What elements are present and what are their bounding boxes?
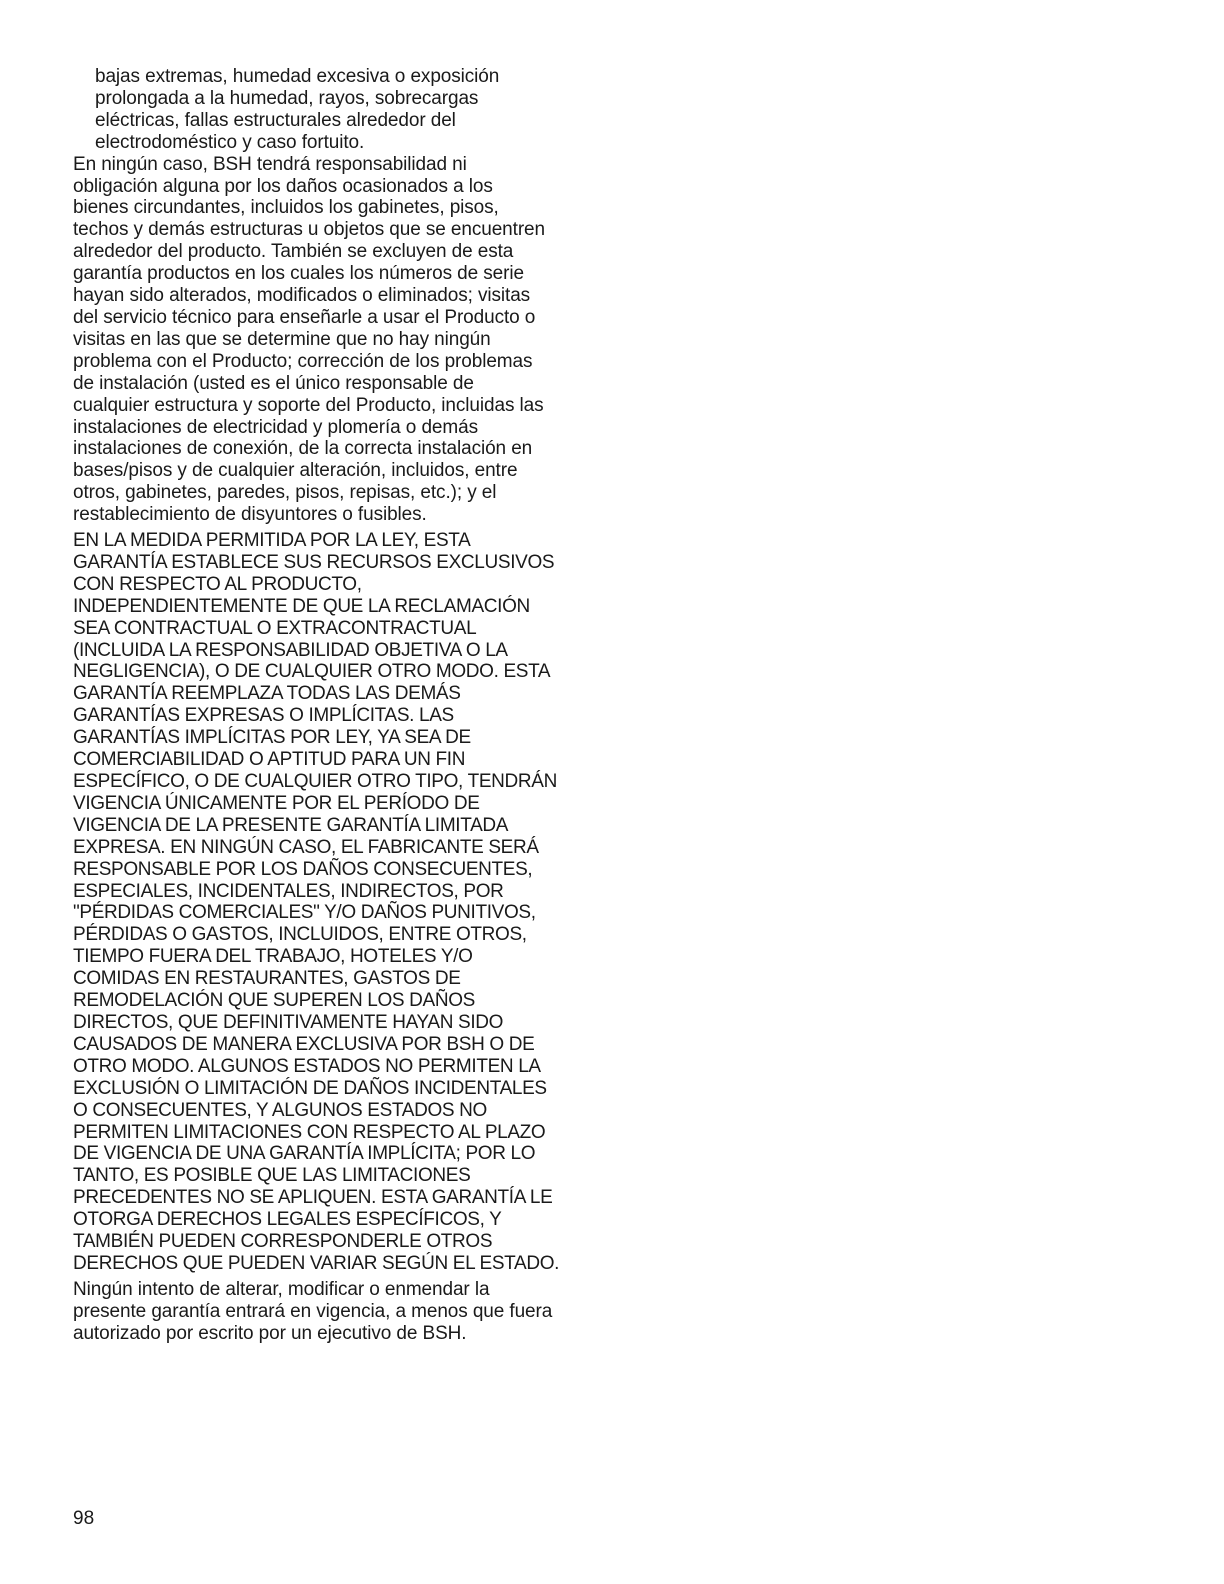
text-line: problema con el Producto; corrección de los problemas	[73, 350, 533, 372]
text-line: restablecimiento de disyuntores o fusibles.	[73, 504, 427, 526]
text-line: CON RESPECTO AL PRODUCTO,	[73, 573, 362, 595]
text-line: SEA CONTRACTUAL O EXTRACONTRACTUAL	[73, 617, 477, 639]
text-line: visitas en las que se determine que no hay ningún	[73, 328, 491, 350]
text-line: ESPECÍFICO, O DE CUALQUIER OTRO TIPO, TENDRÁN	[73, 771, 557, 792]
text-line: VIGENCIA DE LA PRESENTE GARANTÍA LIMITADA	[73, 814, 509, 836]
paragraph-amendments	[73, 1279, 603, 1345]
text-line: bases/pisos y de cualquier alteración, incluidos, entre	[73, 460, 518, 482]
text-line: OTRO MODO. ALGUNOS ESTADOS NO PERMITEN LA	[73, 1055, 541, 1077]
text-line: PÉRDIDAS O GASTOS, INCLUIDOS, ENTRE OTROS,	[73, 924, 527, 946]
text-line: CAUSADOS DE MANERA EXCLUSIVA POR BSH O DE	[73, 1033, 535, 1055]
text-line: O CONSECUENTES, Y ALGUNOS ESTADOS NO	[73, 1099, 487, 1121]
text-line: RESPONSABLE POR LOS DAÑOS CONSECUENTES,	[73, 858, 533, 880]
text-line: Ningún intento de alterar, modificar o enmendar la	[73, 1278, 490, 1300]
text-line: GARANTÍA ESTABLECE SUS RECURSOS EXCLUSIVOS	[73, 551, 555, 573]
text-line: alrededor del producto. También se excluyen de esta	[73, 241, 514, 263]
text-line: otros, gabinetes, paredes, pisos, repisas, etc.); y el	[73, 482, 497, 504]
text-line: del servicio técnico para enseñarle a usar el Producto o	[73, 306, 536, 328]
text-line: EXPRESA. EN NINGÚN CASO, EL FABRICANTE SERÁ	[73, 836, 539, 858]
text-line: COMIDAS EN RESTAURANTES, GASTOS DE	[73, 968, 461, 990]
text-line: instalaciones de conexión, de la correcta instalación en	[73, 438, 533, 460]
text-line: DERECHOS QUE PUEDEN VARIAR SEGÚN EL ESTADO.	[73, 1252, 560, 1274]
text-line: PRECEDENTES NO SE APLIQUEN. ESTA GARANTÍA LE	[73, 1187, 553, 1209]
text-line: (INCLUIDA LA RESPONSABILIDAD OBJETIVA O LA	[73, 639, 508, 661]
text-line: TAMBIÉN PUEDEN CORRESPONDERLE OTROS	[73, 1231, 493, 1253]
text-line: TIEMPO FUERA DEL TRABAJO, HOTELES Y/O	[73, 946, 473, 968]
text-line: En ningún caso, BSH tendrá responsabilidad ni	[73, 153, 467, 175]
text-line: TANTO, ES POSIBLE QUE LAS LIMITACIONES	[73, 1165, 471, 1187]
text-line: EXCLUSIÓN O LIMITACIÓN DE DAÑOS INCIDENTALES	[73, 1077, 547, 1099]
text-line: hayan sido alterados, modificados o eliminados; visitas	[73, 285, 531, 307]
text-line: prolongada a la humedad, rayos, sobrecargas	[95, 87, 479, 109]
page-number: 98	[73, 1508, 95, 1529]
text-line: bajas extremas, humedad excesiva o exposición	[95, 66, 500, 87]
text-line: de instalación (usted es el único responsable de	[73, 372, 474, 394]
text-line: garantía productos en los cuales los números de serie	[73, 263, 524, 285]
text-line: OTORGA DERECHOS LEGALES ESPECÍFICOS, Y	[73, 1209, 502, 1231]
text-line: REMODELACIÓN QUE SUPEREN LOS DAÑOS	[73, 990, 475, 1012]
text-line: eléctricas, fallas estructurales alrededor del	[95, 109, 456, 131]
paragraph-warranty-limitations	[73, 530, 603, 1275]
text-line: bienes circundantes, incluidos los gabinetes, pisos,	[73, 197, 499, 219]
text-line: EN LA MEDIDA PERMITIDA POR LA LEY, ESTA	[73, 530, 471, 552]
text-line: GARANTÍAS EXPRESAS O IMPLÍCITAS. LAS	[73, 705, 454, 727]
text-line: DIRECTOS, QUE DEFINITIVAMENTE HAYAN SIDO	[73, 1011, 504, 1033]
text-line: ESPECIALES, INCIDENTALES, INDIRECTOS, POR	[73, 880, 504, 902]
text-line: autorizado por escrito por un ejecutivo de BSH.	[73, 1322, 467, 1344]
text-line: electrodoméstico y caso fortuito.	[95, 131, 365, 153]
text-line: obligación alguna por los daños ocasionados a los	[73, 175, 493, 197]
text-line: NEGLIGENCIA), O DE CUALQUIER OTRO MODO. ESTA	[73, 661, 551, 683]
text-line: DE VIGENCIA DE UNA GARANTÍA IMPLÍCITA; POR LO	[73, 1143, 536, 1165]
text-column	[73, 66, 603, 1345]
text-line: cualquier estructura y soporte del Producto, incluidas las	[73, 394, 544, 416]
text-line: instalaciones de electricidad y plomería o demás	[73, 416, 478, 438]
text-line: presente garantía entrará en vigencia, a menos que fuera	[73, 1300, 553, 1322]
text-line: PERMITEN LIMITACIONES CON RESPECTO AL PLAZO	[73, 1121, 546, 1143]
continuation-list-item	[73, 66, 603, 154]
text-line: "PÉRDIDAS COMERCIALES" Y/O DAÑOS PUNITIVOS,	[73, 902, 536, 924]
text-line: GARANTÍAS IMPLÍCITAS POR LEY, YA SEA DE	[73, 727, 471, 749]
paragraph-exclusions	[73, 154, 603, 526]
text-line: GARANTÍA REEMPLAZA TODAS LAS DEMÁS	[73, 683, 461, 705]
text-line: INDEPENDIENTEMENTE DE QUE LA RECLAMACIÓN	[73, 595, 530, 617]
text-line: VIGENCIA ÚNICAMENTE POR EL PERÍODO DE	[73, 792, 480, 814]
text-line: techos y demás estructuras u objetos que se encuentren	[73, 219, 545, 241]
text-line: COMERCIABILIDAD O APTITUD PARA UN FIN	[73, 749, 466, 771]
